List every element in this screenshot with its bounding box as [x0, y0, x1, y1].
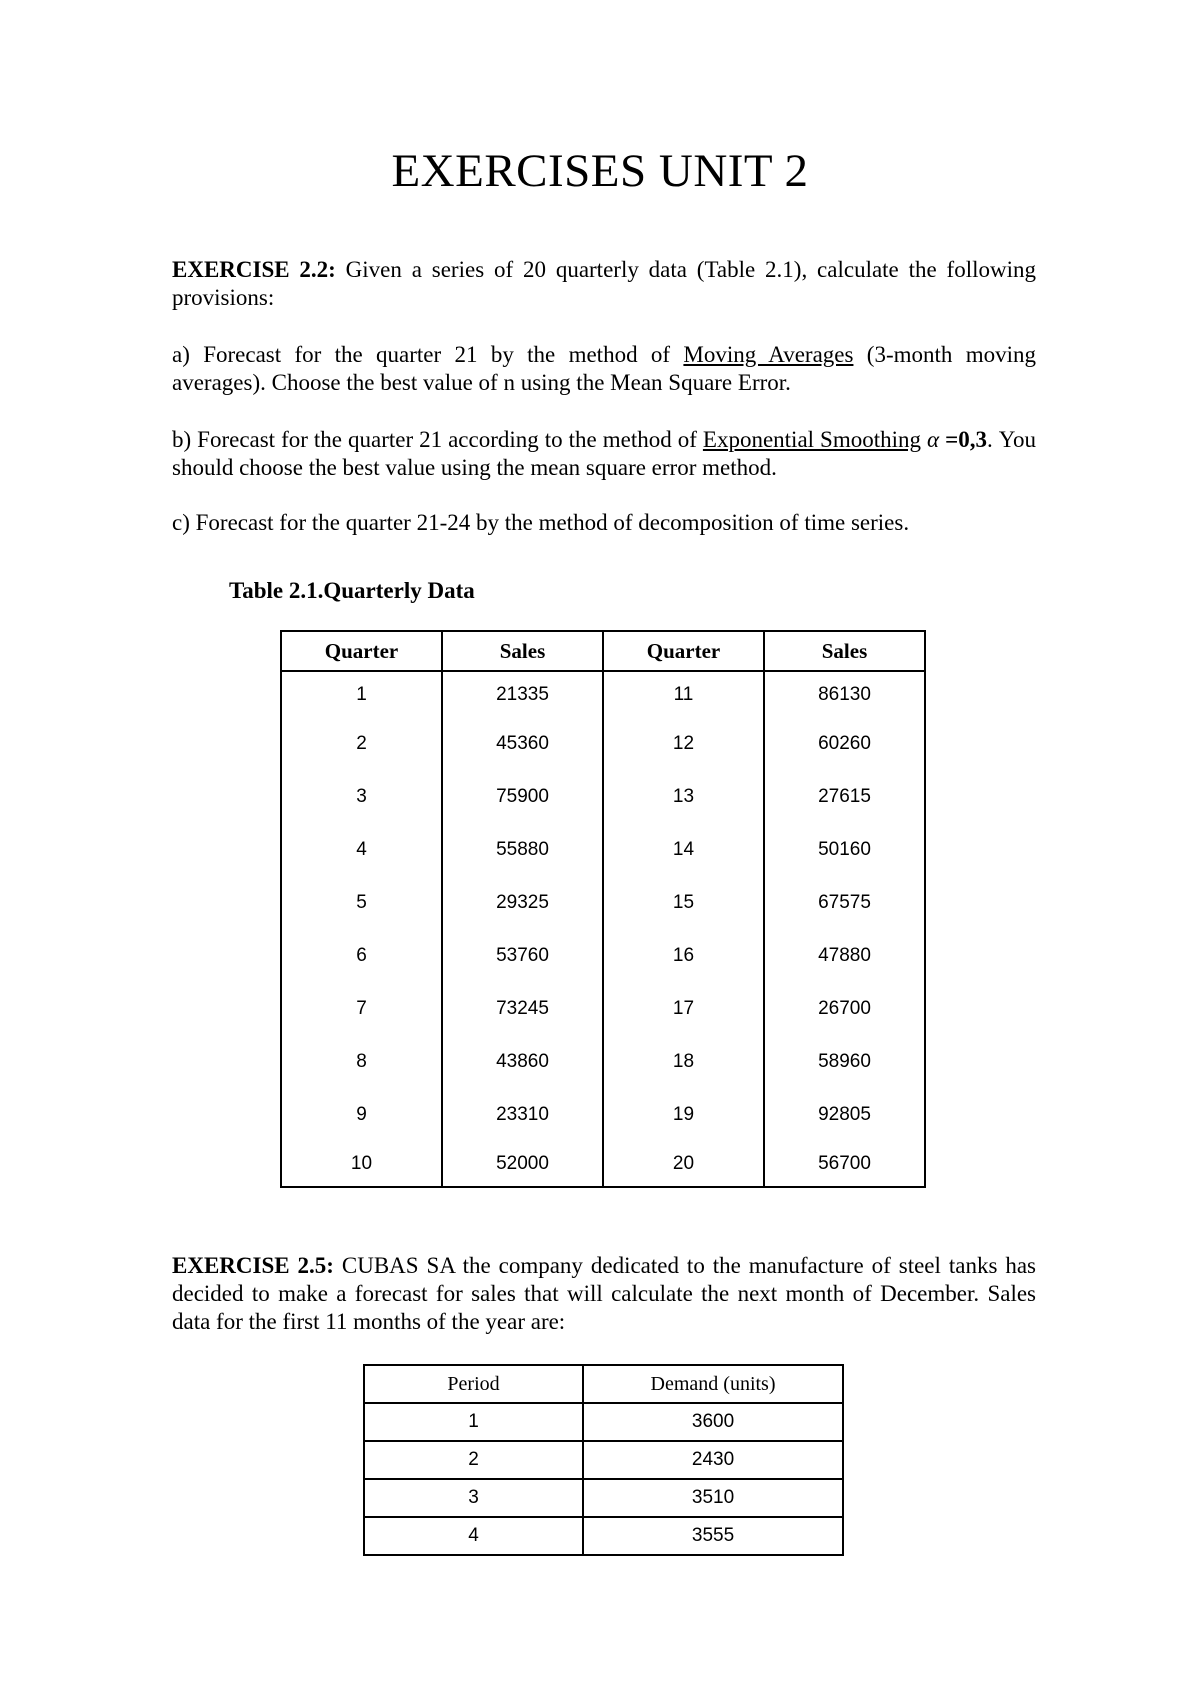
table-cell: 10	[350, 1152, 373, 1174]
table-cell: 8	[356, 1050, 367, 1072]
exercise-2-2-text: Given a series of 20 quarterly data (Table 2.1), calculate the following provisions:	[172, 257, 1036, 310]
table-cell: 20	[603, 1141, 764, 1187]
table-row	[364, 1479, 843, 1517]
table-cell: 56700	[764, 1141, 925, 1187]
table-cell: 29325	[442, 876, 603, 929]
table-cell: 11	[603, 671, 764, 717]
table-row	[281, 671, 925, 717]
table-cell: 19	[603, 1088, 764, 1141]
table-cell: 55880	[442, 823, 603, 876]
table-row	[364, 1403, 843, 1441]
part-b-text-start: b) Forecast for the quarter 21 according to the method of	[172, 427, 703, 452]
exercise-2-5-text: CUBAS SA the company dedicated to the manufacture of steel tanks has decided to make a forecast for sales that will calculate the next month of December. Sales data for the first 11 months of the year are:	[172, 1253, 1036, 1334]
table-cell: 21335	[442, 671, 603, 717]
part-b-text-end: . You should choose the best value using the mean square error method.	[172, 427, 1037, 480]
table-cell: 60260	[764, 717, 925, 770]
exercise-2-2-part-c: c) Forecast for the quarter 21-24 by the method of decomposition of time series.	[172, 510, 910, 535]
table-cell: 50160	[764, 823, 925, 876]
column-header: Demand (units)	[583, 1365, 843, 1403]
column-header: Period	[364, 1365, 583, 1403]
table-row	[364, 1441, 843, 1479]
quarterly-data-table	[280, 630, 926, 1188]
exercise-2-2-label: EXERCISE 2.2:	[172, 257, 336, 282]
table-cell: 43860	[442, 1035, 603, 1088]
table-cell: 1	[364, 1403, 583, 1441]
table-cell: 58960	[764, 1035, 925, 1088]
part-a-text-start: a) Forecast for the quarter 21 by the method of	[172, 342, 684, 367]
table-cell: 9	[356, 1103, 367, 1125]
table-cell: 73245	[442, 982, 603, 1035]
table-cell: 75900	[442, 770, 603, 823]
table-cell: 6	[356, 944, 367, 966]
table-cell: 26700	[764, 982, 925, 1035]
column-header: Sales	[764, 631, 925, 671]
table-row	[281, 1141, 925, 1187]
table-cell: 15	[603, 876, 764, 929]
exercise-2-2-intro	[172, 256, 1036, 312]
table-row	[281, 770, 925, 823]
exercise-2-2-part-a	[172, 341, 1036, 397]
table-row	[281, 717, 925, 770]
exercise-2-5-label: EXERCISE 2.5:	[172, 1253, 334, 1278]
table-cell: 4	[364, 1517, 583, 1555]
table-cell: 3	[356, 785, 367, 807]
table-cell: 3510	[583, 1479, 843, 1517]
table-header-row	[364, 1365, 843, 1403]
exercise-2-2-part-b	[172, 426, 1036, 482]
table-row	[281, 982, 925, 1035]
table-row	[281, 929, 925, 982]
column-header: Sales	[442, 631, 603, 671]
alpha-value: =0,3	[939, 427, 987, 452]
table-row	[281, 876, 925, 929]
table-cell: 2	[364, 1441, 583, 1479]
table-cell: 53760	[442, 929, 603, 982]
exercise-2-5-intro	[172, 1252, 1036, 1336]
table-cell: 92805	[764, 1088, 925, 1141]
table-cell: 67575	[764, 876, 925, 929]
part-a-text-end: (3-month moving averages). Choose the best value of n using the Mean Square Error.	[172, 342, 1036, 395]
table-cell: 5	[356, 891, 367, 913]
moving-averages-term: Moving Averages	[683, 342, 854, 367]
table-cell: 14	[603, 823, 764, 876]
table-header-row	[281, 631, 925, 671]
table-cell: 45360	[442, 717, 603, 770]
table-cell: 7	[356, 997, 367, 1019]
table-cell: 47880	[764, 929, 925, 982]
table-row	[281, 1088, 925, 1141]
table-cell: 18	[603, 1035, 764, 1088]
table-cell: 12	[603, 717, 764, 770]
table-cell: 17	[603, 982, 764, 1035]
table-cell: 3	[364, 1479, 583, 1517]
table-cell: 2430	[583, 1441, 843, 1479]
table-cell: 3600	[583, 1403, 843, 1441]
table-cell: 86130	[764, 671, 925, 717]
table-cell: 27615	[764, 770, 925, 823]
table-cell: 1	[356, 683, 367, 705]
table-row	[364, 1517, 843, 1555]
page-title: EXERCISES UNIT 2	[391, 145, 809, 197]
table-2-1-caption: Table 2.1.Quarterly Data	[229, 578, 475, 603]
table-cell: 13	[603, 770, 764, 823]
table-cell: 3555	[583, 1517, 843, 1555]
column-header: Quarter	[603, 631, 764, 671]
table-row	[281, 1035, 925, 1088]
table-cell: 2	[356, 732, 367, 754]
column-header: Quarter	[281, 631, 442, 671]
table-cell: 23310	[442, 1088, 603, 1141]
table-row	[281, 823, 925, 876]
demand-table	[363, 1364, 844, 1556]
table-cell: 52000	[442, 1141, 603, 1187]
exponential-smoothing-term: Exponential Smoothing	[702, 427, 922, 452]
table-cell: 16	[603, 929, 764, 982]
alpha-symbol: α	[921, 427, 940, 452]
table-cell: 4	[356, 838, 367, 860]
